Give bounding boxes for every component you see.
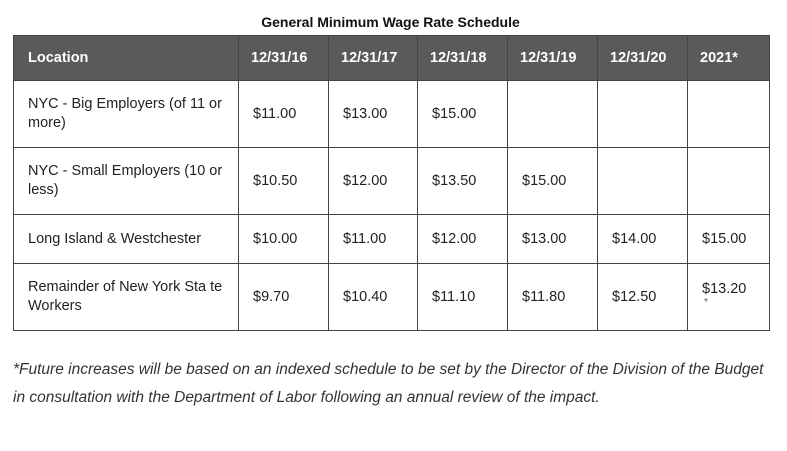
wage-cell: $13.00 <box>508 215 598 264</box>
wage-cell: $11.00 <box>239 81 329 148</box>
wage-cell: $11.10 <box>418 264 508 331</box>
header-location: Location <box>14 36 239 81</box>
wage-cell: $15.00 <box>508 148 598 215</box>
wage-cell: $14.00 <box>598 215 688 264</box>
wage-cell: $12.00 <box>418 215 508 264</box>
row-location: NYC - Small Employers (10 or less) <box>14 148 239 215</box>
table-row <box>14 81 770 148</box>
wage-cell: $10.50 <box>239 148 329 215</box>
table-row <box>14 264 770 331</box>
wage-cell <box>598 81 688 148</box>
wage-cell <box>508 81 598 148</box>
wage-cell <box>688 148 770 215</box>
wage-cell: $9.70 <box>239 264 329 331</box>
header-date-2019: 12/31/19 <box>508 36 598 81</box>
wage-cell: $11.00 <box>329 215 418 264</box>
wage-cell: $15.00 <box>418 81 508 148</box>
header-date-2016: 12/31/16 <box>239 36 329 81</box>
row-location: NYC - Big Employers (of 11 or more) <box>14 81 239 148</box>
row-location: Long Island & Westchester <box>14 215 239 264</box>
header-date-2017: 12/31/17 <box>329 36 418 81</box>
wage-cell <box>688 81 770 148</box>
wage-cell: $10.00 <box>239 215 329 264</box>
header-date-2020: 12/31/20 <box>598 36 688 81</box>
wage-cell: $12.00 <box>329 148 418 215</box>
wage-cell: $15.00 <box>688 215 770 264</box>
header-year-2021: 2021* <box>688 36 770 81</box>
wage-rate-table <box>13 35 770 331</box>
wage-cell <box>688 264 770 331</box>
wage-cell: $13.00 <box>329 81 418 148</box>
wage-cell: $10.40 <box>329 264 418 331</box>
footnote-marker: * <box>704 296 708 308</box>
wage-cell: $13.50 <box>418 148 508 215</box>
footnote-text: *Future increases will be based on an indexed schedule to be set by the Director of the Division of the Budget in consultation with the Department of Labor following an annual review of the impact. <box>13 361 764 406</box>
table-caption: General Minimum Wage Rate Schedule <box>261 14 520 30</box>
wage-cell <box>598 148 688 215</box>
wage-value: $13.20 <box>702 280 747 297</box>
row-location: Remainder of New York Sta te Workers <box>14 264 239 331</box>
table-row <box>14 148 770 215</box>
wage-cell: $11.80 <box>508 264 598 331</box>
header-date-2018: 12/31/18 <box>418 36 508 81</box>
table-header-row <box>14 36 770 81</box>
wage-cell: $12.50 <box>598 264 688 331</box>
table-row <box>14 215 770 264</box>
